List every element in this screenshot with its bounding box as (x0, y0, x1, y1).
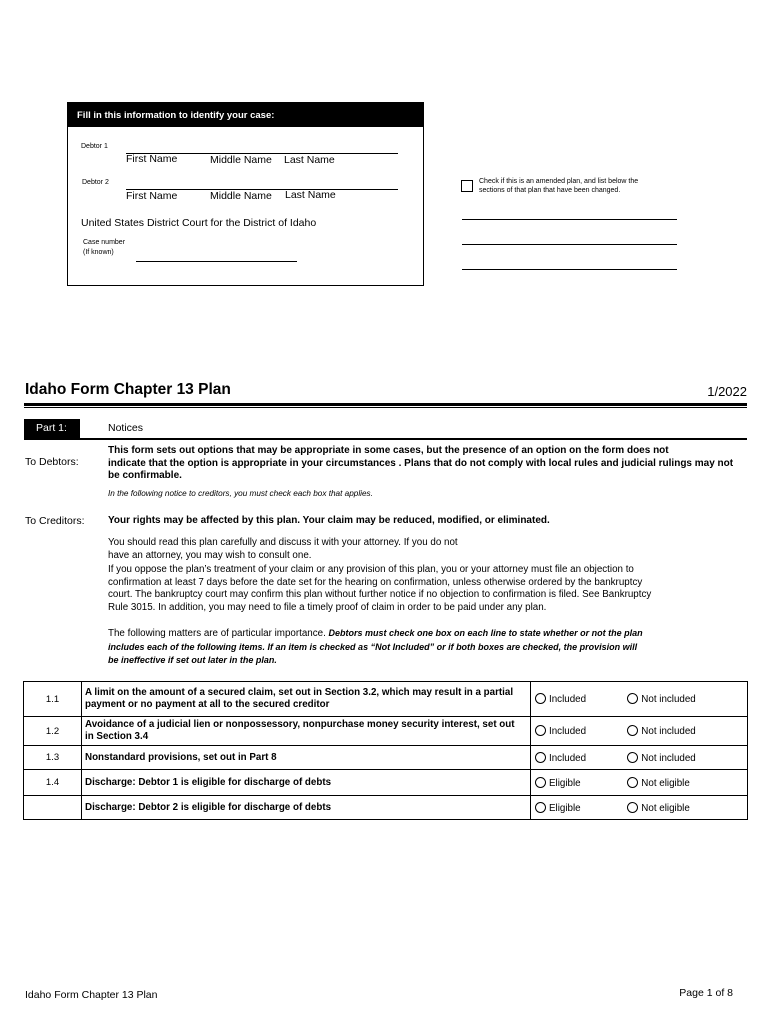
debtor1-label: Debtor 1 (81, 143, 108, 150)
court-name: United States District Court for the District of Idaho (81, 217, 317, 229)
table-row (24, 770, 748, 796)
radio-icon[interactable] (535, 693, 546, 704)
part1-heading: Notices (108, 422, 144, 434)
case-info-header: Fill in this information to identify your case: (68, 103, 423, 127)
table-row (24, 717, 748, 746)
radio-icon[interactable] (535, 802, 546, 813)
row-number: 1.2 (24, 717, 82, 746)
row-number: 1.4 (24, 770, 82, 796)
amended-section-line-2[interactable] (462, 244, 677, 245)
option-included[interactable]: Included (531, 717, 628, 746)
debtor2-first-name-label: First Name (126, 190, 178, 202)
option-not-included[interactable]: Not included (627, 682, 747, 717)
to-debtors-text: This form sets out options that may be appropriate in some cases, but the presence of an option on the form does not indicate that the option is appropriate in your circumstances . Plans that do not comply with local rules and judicial rulings may not be confirmable. (108, 445, 734, 481)
plan-items-table (23, 681, 748, 820)
form-title: Idaho Form Chapter 13 Plan (25, 381, 231, 398)
amended-section-line-3[interactable] (462, 269, 677, 270)
title-rule-thin (24, 407, 747, 408)
row-description: Nonstandard provisions, set out in Part 8 (82, 746, 531, 770)
case-number-label: Case number (83, 239, 126, 246)
footer-page-number: Page 1 of 8 (679, 987, 733, 999)
debtor2-label: Debtor 2 (82, 179, 109, 186)
option-included[interactable]: Included (531, 746, 628, 770)
debtor1-last-name-label: Last Name (284, 154, 335, 166)
radio-icon[interactable] (535, 777, 546, 788)
form-date: 1/2022 (707, 384, 747, 399)
radio-icon[interactable] (627, 802, 638, 813)
radio-icon[interactable] (627, 777, 638, 788)
amended-plan-text-1: Check if this is an amended plan, and list below the (479, 178, 639, 185)
amended-plan-checkbox[interactable] (461, 180, 473, 192)
option-included[interactable]: Included (531, 682, 628, 717)
option-eligible[interactable]: Eligible (531, 796, 628, 820)
radio-icon[interactable] (627, 752, 638, 763)
amended-plan-text-2: sections of that plan that have been changed. (479, 187, 621, 194)
creditors-para-2: If you oppose the plan’s treatment of your claim or any provision of this plan, you or your attorney must file an objection to confirmation at least 7 days before the date set for the hearing on confirmation, unless otherwise ordered by the bankruptcy court. The bankruptcy court may confirm this plan without further notice if no objection to confirmation is filed. See Bankruptcy Rule 3015. In addition, you may need to file a timely proof of claim in order to be paid under any plan. (108, 564, 652, 613)
case-info-box (67, 102, 424, 286)
creditors-para-3: The following matters are of particular importance. Debtors must check one box on each line to state whether or not the plan includes each of the following items. If an item is checked as “Not Included” or if both boxes are checked, the provision will be ineffective if set out later in the plan. (108, 628, 643, 665)
option-not-included[interactable]: Not included (627, 717, 747, 746)
option-not-eligible[interactable]: Not eligible (627, 796, 747, 820)
row-description: Avoidance of a judicial lien or nonpossessory, nonpurchase money security interest, set out in Section 3.4 (82, 717, 531, 746)
radio-icon[interactable] (535, 725, 546, 736)
row-description: A limit on the amount of a secured claim, set out in Section 3.2, which may result in a partial payment or no payment at all to the secured creditor (82, 682, 531, 717)
case-number-field[interactable] (136, 261, 297, 262)
creditors-para-1: You should read this plan carefully and discuss it with your attorney. If you do not have an attorney, you may wish to consult one. (108, 537, 458, 561)
row-description: Discharge: Debtor 2 is eligible for discharge of debts (82, 796, 531, 820)
radio-icon[interactable] (535, 752, 546, 763)
part1-badge: Part 1: (24, 419, 80, 438)
title-rule-thick (24, 403, 747, 406)
table-row (24, 682, 748, 717)
debtor2-middle-name-label: Middle Name (210, 190, 272, 202)
part1-rule (24, 438, 747, 440)
row-number: 1.3 (24, 746, 82, 770)
table-row (24, 746, 748, 770)
row-description: Discharge: Debtor 1 is eligible for discharge of debts (82, 770, 531, 796)
case-number-note: (If known) (83, 249, 114, 256)
debtor1-first-name-label: First Name (126, 153, 178, 165)
row-number: 1.1 (24, 682, 82, 717)
radio-icon[interactable] (627, 725, 638, 736)
option-not-eligible[interactable]: Not eligible (627, 770, 747, 796)
footer-form-name: Idaho Form Chapter 13 Plan (25, 989, 158, 1001)
table-row (24, 796, 748, 820)
to-debtors-label: To Debtors: (25, 456, 79, 468)
debtor2-last-name-label: Last Name (285, 189, 336, 201)
option-eligible[interactable]: Eligible (531, 770, 628, 796)
option-not-included[interactable]: Not included (627, 746, 747, 770)
radio-icon[interactable] (627, 693, 638, 704)
amended-section-line-1[interactable] (462, 219, 677, 220)
debtor1-middle-name-label: Middle Name (210, 154, 272, 166)
creditors-warning: Your rights may be affected by this plan. Your claim may be reduced, modified, or eliminated. (108, 515, 550, 526)
to-creditors-label: To Creditors: (25, 515, 85, 527)
row-number (24, 796, 82, 820)
notice-instruction: In the following notice to creditors, you must check each box that applies. (108, 489, 373, 498)
